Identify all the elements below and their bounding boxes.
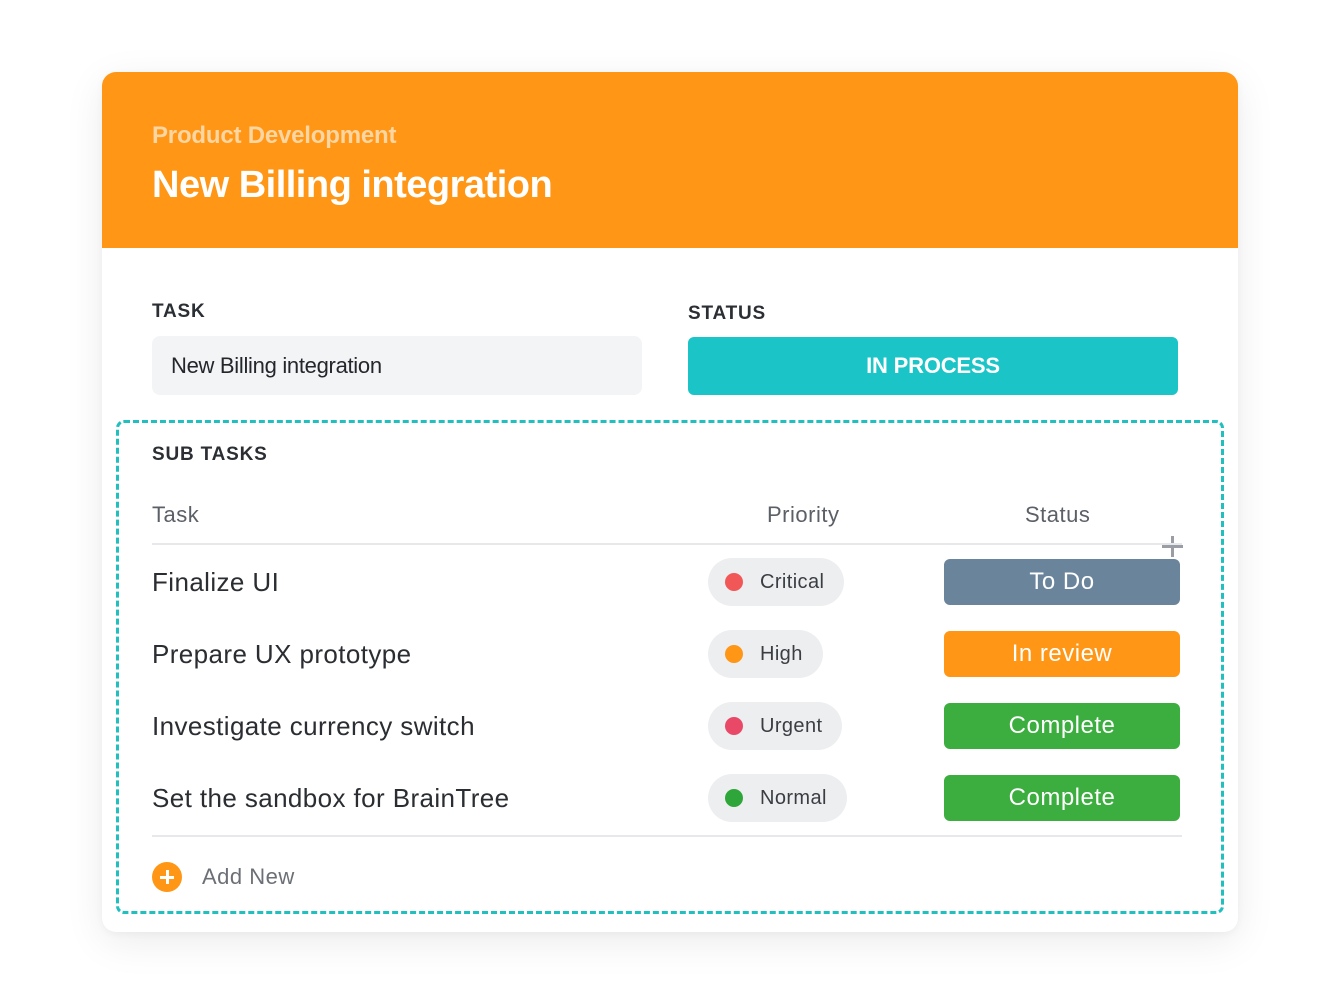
add-new-label: Add New [202,864,295,889]
subtask-name[interactable]: Finalize UI [152,567,280,597]
status-badge[interactable]: In review [944,631,1180,677]
priority-badge[interactable] [708,702,842,750]
priority-label: Normal [760,787,827,809]
subtasks-panel [116,420,1224,914]
priority-badge[interactable] [708,558,844,606]
table-row[interactable] [119,558,1219,606]
priority-dot-icon [725,789,743,807]
footer-divider [152,835,1182,837]
plus-icon[interactable] [1162,536,1182,556]
subtask-name[interactable]: Prepare UX prototype [152,639,412,669]
task-field-label: TASK [152,301,206,322]
priority-label: Urgent [760,715,823,737]
column-header-task: Task [152,502,200,527]
column-header-status: Status [1025,502,1091,527]
priority-badge[interactable] [708,774,847,822]
column-header-priority: Priority [767,502,840,527]
card-header [102,72,1238,248]
breadcrumb[interactable]: Product Development [152,122,397,149]
priority-label: Critical [760,571,825,593]
header-divider [152,543,1182,545]
subtasks-title: SUB TASKS [152,444,268,465]
priority-dot-icon [725,717,743,735]
priority-dot-icon [725,573,743,591]
status-badge[interactable]: To Do [944,559,1180,605]
status-button[interactable]: IN PROCESS [688,337,1178,395]
subtask-name[interactable]: Investigate currency switch [152,711,475,741]
status-field-label: STATUS [688,303,766,324]
priority-label: High [760,643,803,665]
status-badge[interactable]: Complete [944,703,1180,749]
table-row[interactable] [119,630,1219,678]
task-name-input[interactable]: New Billing integration [152,336,642,395]
priority-badge[interactable] [708,630,823,678]
plus-circle-icon [152,862,182,892]
task-card [102,72,1238,932]
table-row[interactable] [119,702,1219,750]
page-title: New Billing integration [152,164,553,206]
status-badge[interactable]: Complete [944,775,1180,821]
table-row[interactable] [119,774,1219,822]
subtask-name[interactable]: Set the sandbox for BrainTree [152,783,510,813]
priority-dot-icon [725,645,743,663]
